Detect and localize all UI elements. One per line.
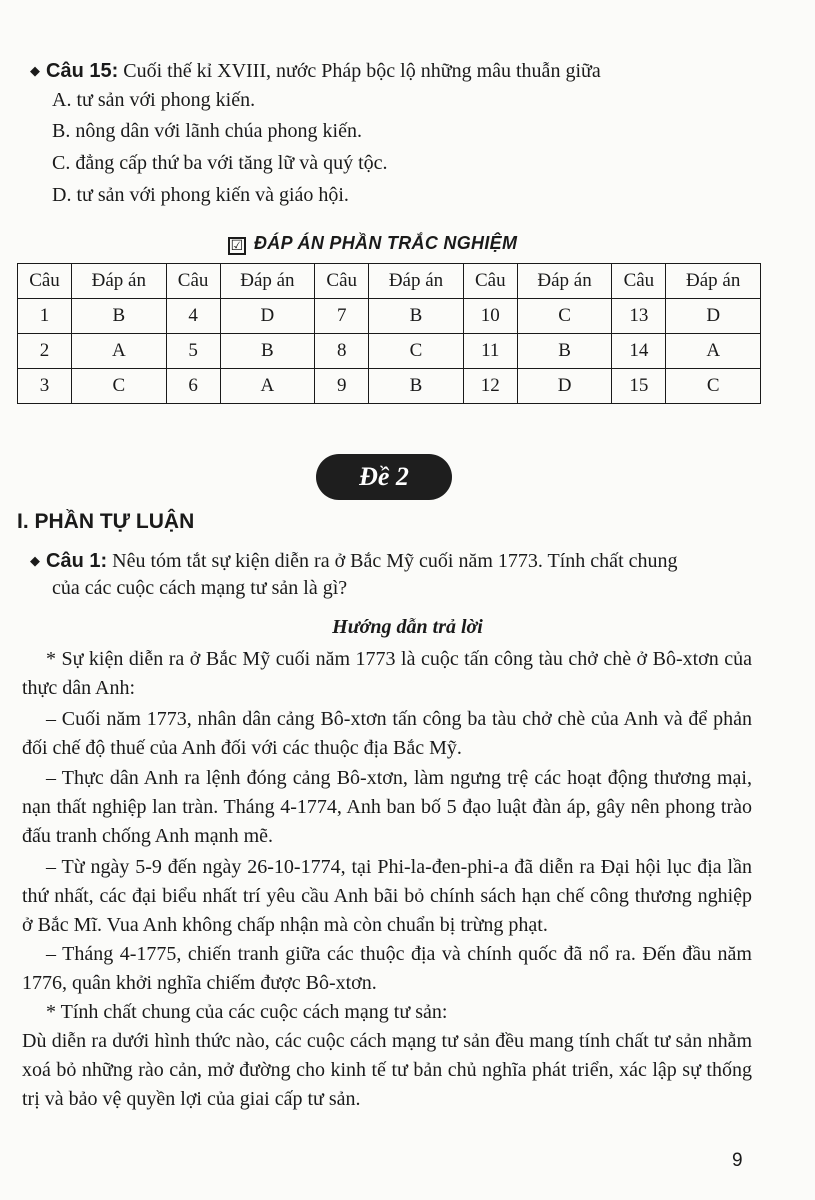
option-b: B. nông dân với lãnh chúa phong kiến. [52,120,362,142]
table-cell: 9 [315,369,369,404]
table-cell: 15 [612,369,666,404]
answer-table-header [18,264,761,299]
table-cell: A [220,369,315,404]
header-cell: Câu [315,264,369,299]
table-cell: 2 [18,334,72,369]
paragraph: * Sự kiện diễn ra ở Bắc Mỹ cuối năm 1773 là cuộc tấn công tàu chở chè ở Bô-xtơn của thực dân Anh: [22,648,752,699]
table-row [18,369,761,404]
header-cell: Đáp án [666,264,761,299]
question-15-text: Cuối thế kỉ XVIII, nước Pháp bộc lộ những mâu thuẫn giữa [123,60,601,82]
question-1-text-cont: của các cuộc cách mạng tư sản là gì? [52,577,348,599]
table-cell: D [220,299,315,334]
table-row [18,299,761,334]
table-cell: B [369,369,464,404]
table-cell: C [72,369,167,404]
table-cell: C [369,334,464,369]
table-cell: D [666,299,761,334]
question-15 [30,58,601,87]
table-cell: 4 [166,299,220,334]
table-cell: 5 [166,334,220,369]
paragraph: * Tính chất chung của các cuộc cách mạng tư sản: [46,1001,448,1023]
diamond-bullet-icon: ◆ [30,554,40,569]
table-cell: 11 [463,334,517,369]
header-cell: Đáp án [72,264,167,299]
option-d: D. tư sản với phong kiến và giáo hội. [52,184,349,206]
paragraph: – Thực dân Anh ra lệnh đóng cảng Bô-xtơn, làm ngưng trệ các hoạt động thương mại, nạn thất nghiệp lan tràn. Tháng 4-1774, Anh ban bố 5 đạo luật đàn áp, gây nên phong trào đấu tranh chống Anh mạnh mẽ. [22,767,752,847]
answer-key-title-text: ĐÁP ÁN PHẦN TRẮC NGHIỆM [254,233,518,253]
paragraph: – Từ ngày 5-9 đến ngày 26-10-1774, tại Phi-la-đen-phi-a đã diễn ra Đại hội lục địa lần thứ nhất, các đại biểu nhất trí yêu cầu Anh bãi bỏ chính sách hạn chế công thương nghiệp ở Bắc Mĩ. Vua Anh không chấp nhận mà còn chuẩn bị trừng phạt. [22,856,752,936]
table-cell: 7 [315,299,369,334]
table-row [18,334,761,369]
table-cell: 14 [612,334,666,369]
question-1 [30,548,760,577]
table-cell: B [72,299,167,334]
answer-key-title [228,233,517,254]
header-cell: Câu [463,264,517,299]
question-1-text: Nêu tóm tắt sự kiện diễn ra ở Bắc Mỹ cuối năm 1773. Tính chất chung [112,550,678,572]
table-cell: B [517,334,612,369]
diamond-bullet-icon: ◆ [30,64,40,79]
table-cell: 1 [18,299,72,334]
table-cell: B [220,334,315,369]
header-cell: Đáp án [220,264,315,299]
table-cell: 12 [463,369,517,404]
header-cell: Đáp án [369,264,464,299]
question-15-label: Câu 15: [46,60,119,82]
table-cell: 10 [463,299,517,334]
table-cell: 8 [315,334,369,369]
table-cell: C [517,299,612,334]
exam-badge: Đề 2 [316,454,452,500]
paragraph: – Cuối năm 1773, nhân dân cảng Bô-xtơn tấn công ba tàu chở chè của Anh và để phản đối chế độ thuế của Anh đối với các thuộc địa Bắc Mỹ. [22,708,752,759]
header-cell: Câu [166,264,220,299]
table-cell: 6 [166,369,220,404]
paragraph: – Tháng 4-1775, chiến tranh giữa các thuộc địa và chính quốc đã nổ ra. Đến đầu năm 1776, quân khởi nghĩa chiếm được Bô-xtơn. [22,943,752,994]
table-cell: A [72,334,167,369]
question-1-label: Câu 1: [46,550,108,572]
header-cell: Câu [18,264,72,299]
checkbox-icon: ☑ [228,237,246,255]
table-cell: 13 [612,299,666,334]
section-title: I. PHẦN TỰ LUẬN [17,510,195,533]
paragraph: Dù diễn ra dưới hình thức nào, các cuộc cách mạng tư sản đều mang tính chất tư sản nhằm xoá bỏ những rào cản, mở đường cho kinh tế tư bản chủ nghĩa phát triển, xác lập sự thống trị và bảo vệ quyền lợi của giai cấp tư sản. [22,1030,752,1110]
header-cell: Đáp án [517,264,612,299]
table-cell: B [369,299,464,334]
page-number: 9 [732,1150,743,1171]
table-cell: 3 [18,369,72,404]
table-cell: D [517,369,612,404]
table-cell: C [666,369,761,404]
table-cell: A [666,334,761,369]
option-c: C. đẳng cấp thứ ba với tăng lữ và quý tộc. [52,152,388,174]
option-a: A. tư sản với phong kiến. [52,89,256,111]
answer-guide-title: Hướng dẫn trả lời [332,616,483,638]
header-cell: Câu [612,264,666,299]
answer-table [17,263,761,404]
